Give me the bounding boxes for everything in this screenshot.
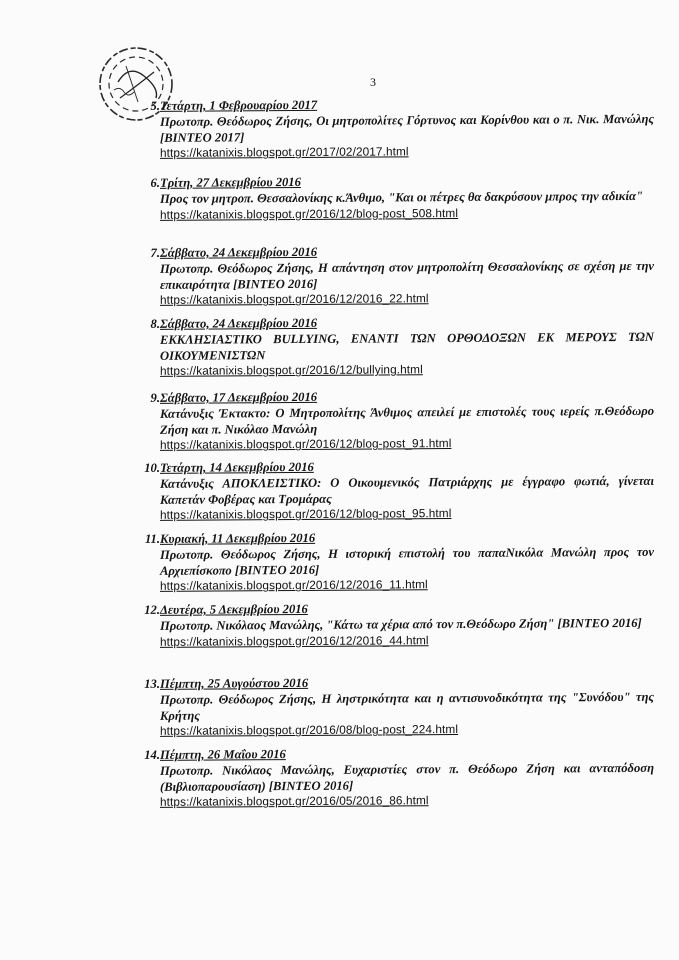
entry-title: Πρωτοπρ. Θεόδωρος Ζήσης, Η ιστορική επιστολή του παπαΝικόλα Μανώλη προς τον Αρχιεπίσκοπο [ΒΙΝΤΕΟ 2016]: [160, 544, 654, 578]
entry-date: Τετάρτη, 1 Φεβρουαρίου 2017: [160, 97, 318, 113]
entry-number: 7.: [150, 245, 160, 260]
list-item: [134, 388, 654, 453]
page-number: 3: [370, 75, 376, 89]
entry-content: [160, 96, 654, 162]
entry-link[interactable]: https://katanixis.blogspot.gr/2017/02/2017.html: [160, 144, 409, 161]
entry-title: Κατάνυξις ΑΠΟΚΛΕΙΣΤΙΚΟ: Ο Οικουμενικός Πατριάρχης με έγγραφο φωτιά, γίνεται Καπετάν Φοβέρας και Τρομάρας: [160, 473, 654, 507]
entry-number: 9.: [150, 390, 160, 405]
entry-number: 12.: [144, 602, 160, 617]
entry-link[interactable]: https://katanixis.blogspot.gr/2016/12/blog-post_91.html: [160, 436, 452, 453]
list-item: [134, 96, 654, 161]
list-item: [134, 674, 654, 739]
entry-content: [160, 600, 654, 650]
entry-number: 6.: [150, 175, 160, 190]
entry-date: Κυριακή, 11 Δεκεμβρίου 2016: [160, 530, 316, 546]
entry-content: [160, 388, 654, 454]
entry-link[interactable]: https://katanixis.blogspot.gr/2016/12/2016_11.html: [160, 577, 428, 594]
entry-link[interactable]: https://katanixis.blogspot.gr/2016/05/2016_86.html: [160, 793, 429, 810]
entry-number: 10.: [144, 460, 160, 475]
entry-content: [160, 745, 654, 811]
entry-date: Σάββατο, 24 Δεκεμβρίου 2016: [160, 244, 318, 260]
entry-date: Πέμπτη, 25 Αυγούστου 2016: [160, 675, 309, 691]
entry-date: Σάββατο, 24 Δεκεμβρίου 2016: [160, 315, 318, 331]
entry-number: 8.: [150, 316, 160, 331]
entry-date: Δευτέρα, 5 Δεκεμβρίου 2016: [160, 601, 308, 617]
entry-title: Πρωτοπρ. Νικόλαος Μανώλης, "Κάτω τα χέρια από τον π.Θεόδωρο Ζήση" [ΒΙΝΤΕΟ 2016]: [160, 615, 642, 633]
entry-link[interactable]: https://katanixis.blogspot.gr/2016/08/blog-post_224.html: [160, 722, 459, 739]
entry-title: Πρωτοπρ. Θεόδωρος Ζήσης, Η απάντηση στον μητροπολίτη Θεσσαλονίκης σε σχέση με την επικαιρότητα [ΒΙΝΤΕΟ 2016]: [160, 258, 654, 292]
list-item: [134, 243, 654, 308]
entry-date: Τετάρτη, 14 Δεκεμβρίου 2016: [160, 459, 314, 475]
entry-content: [160, 458, 654, 524]
entry-content: [160, 674, 654, 740]
entry-title: Κατάνυξις Έκτακτο: Ο Μητροπολίτης Άνθιμος απειλεί με επιστολές τους ιερείς π.Θεόδωρο Ζήση και π. Νικόλαο Μανώλη: [160, 403, 654, 437]
list-item: [134, 600, 654, 649]
entry-title: Προς τον μητροπ. Θεσσαλονίκης κ.Άνθιμο, "Και οι πέτρες θα δακρύσουν μπρος την αδικία": [160, 188, 643, 206]
entry-link[interactable]: https://katanixis.blogspot.gr/2016/12/2016_22.html: [160, 291, 429, 308]
entry-link[interactable]: https://katanixis.blogspot.gr/2016/12/2016_44.html: [160, 632, 429, 649]
entry-content: [160, 173, 654, 223]
list-item: [134, 458, 654, 523]
entry-content: [160, 529, 654, 595]
entry-date: Σάββατο, 17 Δεκεμβρίου 2016: [160, 389, 318, 405]
entry-content: [160, 314, 654, 380]
entry-link[interactable]: https://katanixis.blogspot.gr/2016/12/blog-post_508.html: [160, 205, 459, 222]
list-item: [134, 745, 654, 810]
entry-date: Πέμπτη, 26 Μαΐου 2016: [160, 747, 286, 762]
entry-number: 5.: [150, 98, 160, 113]
entry-title: Πρωτοπρ. Θεόδωρος Ζήσης, Η ληστρικότητα και η αντισυνοδικότητα της "Συνόδου" της Κρήτης: [160, 689, 654, 723]
list-item: [134, 173, 654, 222]
entry-date: Τρίτη, 27 Δεκεμβρίου 2016: [160, 174, 301, 190]
entry-number: 13.: [144, 676, 160, 691]
entry-title: Πρωτοπρ. Θεόδωρος Ζήσης, Οι μητροπολίτες Γόρτυνος και Κορίνθου και ο π. Νικ. Μανώλης [ΒΙΝΤΕΟ 2017]: [160, 111, 654, 145]
entry-title: Πρωτοπρ. Νικόλαος Μανώλης, Ευχαριστίες στον π. Θεόδωρο Ζήση και ανταπόδοση (Βιβλιοπαρουσίαση) [ΒΙΝΤΕΟ 2016]: [160, 760, 654, 794]
entry-link[interactable]: https://katanixis.blogspot.gr/2016/12/bullying.html: [160, 362, 423, 379]
entry-number: 11.: [144, 531, 160, 546]
list-item: [134, 529, 654, 594]
entry-number: 14.: [144, 747, 160, 762]
list-item: [134, 314, 654, 379]
entry-link[interactable]: https://katanixis.blogspot.gr/2016/12/blog-post_95.html: [160, 506, 452, 523]
entry-title: ΕΚΚΛΗΣΙΑΣΤΙΚΟ BULLYING, ΕΝΑΝΤΙ ΤΩΝ ΟΡΘΟΔΟΞΩΝ ΕΚ ΜΕΡΟΥΣ ΤΩΝ ΟΙΚΟΥΜΕΝΙΣΤΩΝ: [160, 329, 654, 363]
entry-content: [160, 243, 654, 309]
